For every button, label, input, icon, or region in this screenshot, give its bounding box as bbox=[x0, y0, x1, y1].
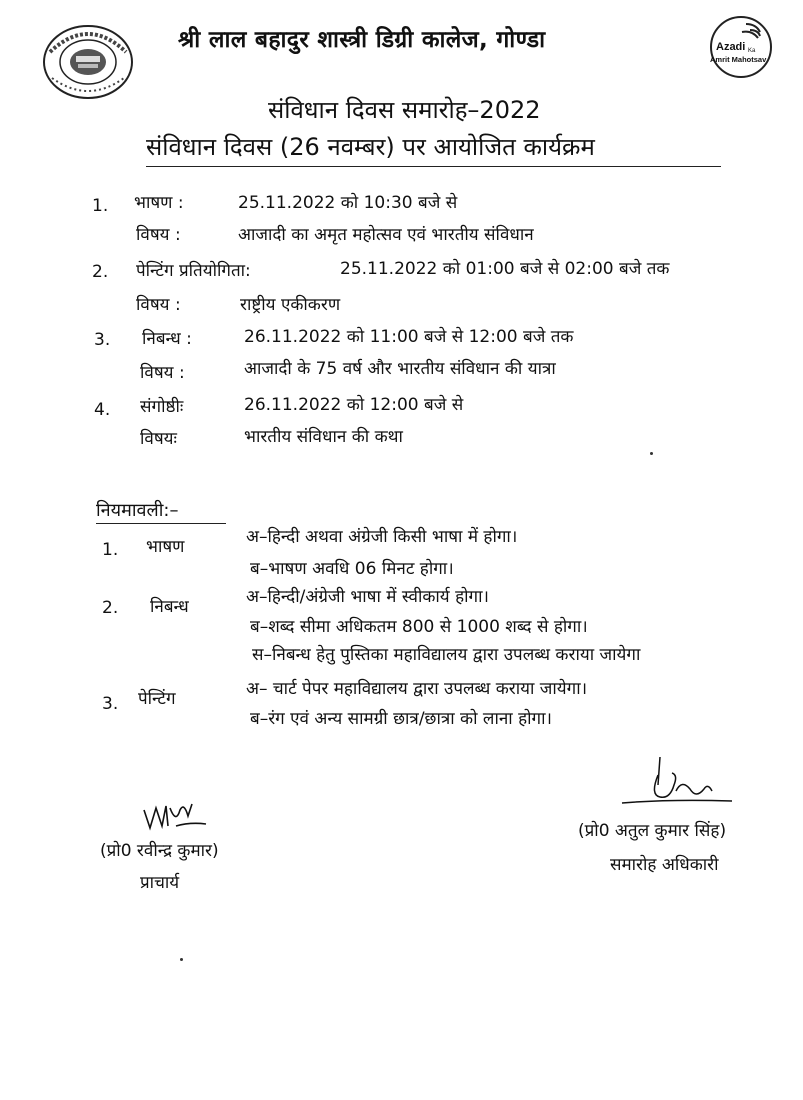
event-number: 2. bbox=[92, 262, 109, 282]
event-subtitle: संविधान दिवस (26 नवम्बर) पर आयोजित कार्यक्रम bbox=[146, 133, 595, 161]
event-schedule: 25.11.2022 को 10:30 बजे से bbox=[238, 193, 458, 213]
rule-line: अ–हिन्दी अथवा अंग्रेजी किसी भाषा में होगा। bbox=[246, 527, 518, 547]
rule-label: निबन्ध bbox=[150, 597, 189, 617]
event-officer-designation: समारोह अधिकारी bbox=[610, 855, 719, 875]
rule-label: भाषण bbox=[146, 537, 185, 557]
event-schedule: 26.11.2022 को 11:00 बजे से 12:00 बजे तक bbox=[244, 327, 574, 347]
azadi-logo-text-2: Ka bbox=[748, 48, 756, 54]
rule-line: ब–शब्द सीमा अधिकतम 800 से 1000 शब्द से होगा। bbox=[250, 617, 588, 637]
event-topic-label: विषय : bbox=[136, 295, 181, 315]
principal-name: (प्रो0 रवीन्द्र कुमार) bbox=[100, 841, 219, 861]
event-number: 4. bbox=[94, 400, 111, 420]
azadi-logo-text-1: Azadi bbox=[716, 41, 746, 53]
scan-speck bbox=[180, 958, 183, 961]
azadi-logo-text-3: Amrit Mahotsav bbox=[710, 55, 767, 64]
rule-number: 1. bbox=[102, 540, 119, 560]
rules-heading-underline bbox=[96, 523, 226, 524]
event-label: संगोष्ठीः bbox=[140, 397, 184, 417]
rule-line: ब–भाषण अवधि 06 मिनट होगा। bbox=[250, 559, 454, 579]
azadi-ka-amrit-mahotsav-logo bbox=[706, 16, 776, 78]
event-number: 1. bbox=[92, 196, 109, 216]
rule-line: अ–हिन्दी/अंग्रेजी भाषा में स्वीकार्य होगा। bbox=[246, 587, 489, 607]
principal-designation: प्राचार्य bbox=[140, 873, 180, 893]
event-label: निबन्ध : bbox=[142, 329, 192, 349]
event-topic-label: विषय : bbox=[136, 225, 181, 245]
college-name: श्री लाल बहादुर शास्त्री डिग्री कालेज, गोण्डा bbox=[178, 27, 546, 53]
event-topic-label: विषय : bbox=[140, 363, 185, 383]
event-number: 3. bbox=[94, 330, 111, 350]
rule-number: 3. bbox=[102, 694, 119, 714]
event-topic: आजादी का अमृत महोत्सव एवं भारतीय संविधान bbox=[238, 225, 534, 245]
rule-number: 2. bbox=[102, 598, 119, 618]
principal-signature bbox=[140, 800, 210, 834]
event-officer-signature bbox=[620, 755, 735, 810]
event-schedule: 25.11.2022 को 01:00 बजे से 02:00 बजे तक bbox=[340, 259, 670, 279]
event-schedule: 26.11.2022 को 12:00 बजे से bbox=[244, 395, 464, 415]
rules-heading: नियमावली:– bbox=[96, 500, 179, 521]
subtitle-underline bbox=[146, 166, 721, 167]
event-title: संविधान दिवस समारोह–2022 bbox=[268, 96, 541, 124]
event-topic-label: विषयः bbox=[140, 429, 177, 449]
event-label: भाषण : bbox=[134, 193, 184, 213]
scan-speck bbox=[650, 452, 653, 455]
event-topic: भारतीय संविधान की कथा bbox=[244, 427, 403, 447]
event-label: पेन्टिंग प्रतियोगिता: bbox=[136, 261, 251, 281]
rule-line: ब–रंग एवं अन्य सामग्री छात्र/छात्रा को लाना होगा। bbox=[250, 709, 552, 729]
event-topic: राष्ट्रीय एकीकरण bbox=[240, 295, 341, 315]
rule-line: अ– चार्ट पेपर महाविद्यालय द्वारा उपलब्ध कराया जायेगा। bbox=[246, 679, 588, 699]
event-topic: आजादी के 75 वर्ष और भारतीय संविधान की यात्रा bbox=[244, 359, 556, 379]
event-officer-name: (प्रो0 अतुल कुमार सिंह) bbox=[578, 821, 727, 841]
rule-label: पेन्टिंग bbox=[138, 689, 176, 709]
rule-line: स–निबन्ध हेतु पुस्तिका महाविद्यालय द्वारा उपलब्ध कराया जायेगा bbox=[252, 645, 641, 665]
college-seal bbox=[36, 22, 136, 102]
